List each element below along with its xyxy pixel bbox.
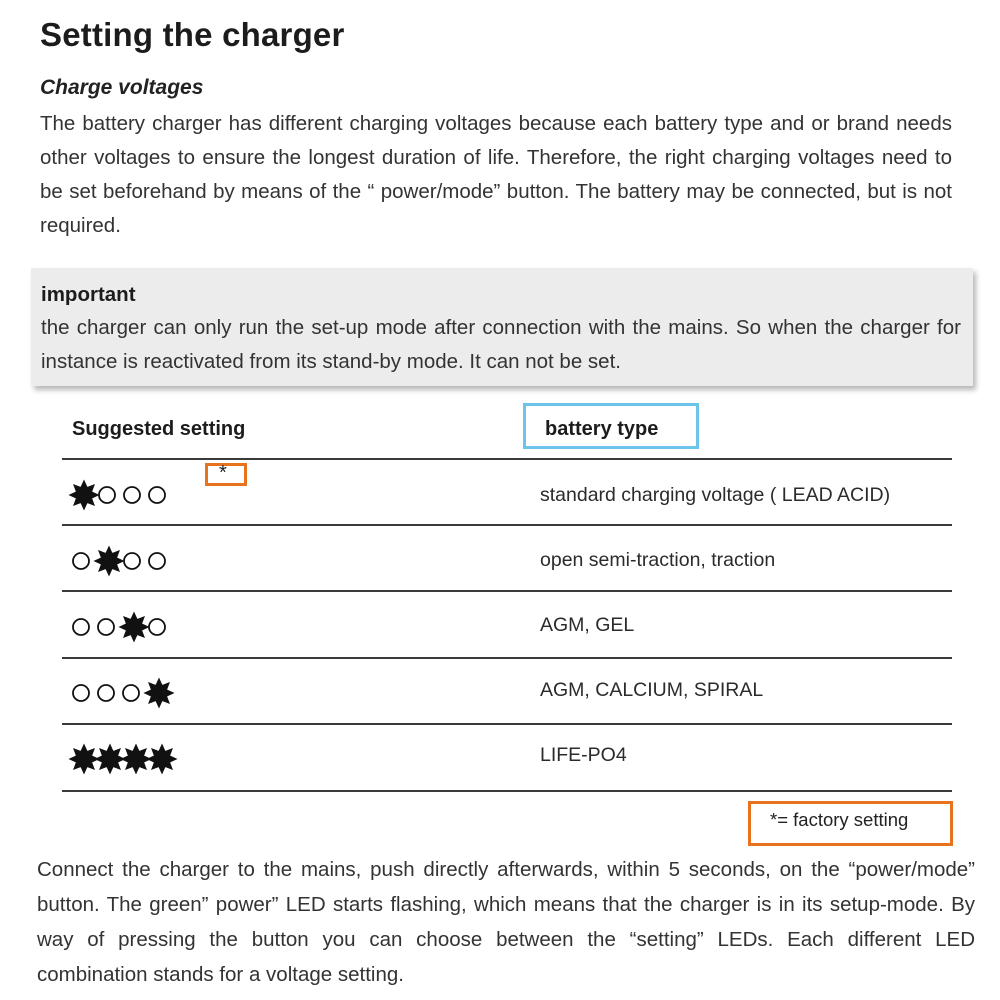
table-rule: [62, 790, 952, 792]
table-rule: [62, 723, 952, 725]
intro-paragraph: The battery charger has different charging voltages because each battery type and or brand needs other voltages to ensure the longest duration of life. Therefore, the right charging voltages need to be set beforehand by means of the “ power/mode” button. The battery may be connected, but is not required.: [40, 112, 952, 237]
led-lit-sun-icon: [142, 676, 176, 716]
led-off-circle-icon: [95, 676, 117, 716]
battery-type-cell: AGM, CALCIUM, SPIRAL: [540, 679, 764, 701]
led-off-circle-icon: [70, 676, 92, 716]
column-header-setting: Suggested setting: [72, 418, 246, 440]
factory-setting-legend: *= factory setting: [770, 809, 909, 830]
battery-type-cell: LIFE-PO4: [540, 744, 627, 766]
battery-type-cell: open semi-traction, traction: [540, 549, 776, 571]
led-off-circle-icon: [70, 610, 92, 650]
table-rule: [62, 458, 952, 460]
led-pattern: [70, 478, 270, 518]
column-header-battery-type: battery type: [545, 418, 659, 440]
battery-type-cell: AGM, GEL: [540, 614, 635, 636]
led-off-circle-icon: [121, 544, 143, 584]
led-lit-sun-icon: [145, 742, 179, 782]
led-off-circle-icon: [146, 478, 168, 518]
important-heading: important: [41, 283, 136, 306]
battery-type-cell: standard charging voltage ( LEAD ACID): [540, 484, 891, 506]
led-off-circle-icon: [95, 610, 117, 650]
led-pattern: [70, 742, 270, 782]
section-subtitle: Charge voltages: [40, 76, 204, 99]
table-rule: [62, 657, 952, 659]
battery-type-highlight: [523, 403, 699, 449]
led-off-circle-icon: [146, 544, 168, 584]
table-rule: [62, 590, 952, 592]
led-pattern: [70, 544, 270, 584]
factory-setting-star: *: [219, 462, 227, 484]
table-rule: [62, 524, 952, 526]
led-off-circle-icon: [120, 676, 142, 716]
important-note-box: [31, 268, 973, 386]
led-pattern: [70, 610, 270, 650]
page-title: Setting the charger: [40, 16, 345, 53]
important-body: the charger can only run the set-up mode after connection with the mains. So when the charger for instance is reactivated from its stand-by mode. It can not be set.: [41, 316, 961, 373]
led-off-circle-icon: [146, 610, 168, 650]
outro-paragraph: Connect the charger to the mains, push directly afterwards, within 5 seconds, on the “power/mode” button. The green” power” LED starts flashing, which means that the charger is in its setup-mode. By way of pressing the button you can choose between the “setting” LEDs. Each different LED combination stands for a voltage setting.: [37, 858, 975, 986]
led-pattern: [70, 676, 270, 716]
led-off-circle-icon: [121, 478, 143, 518]
led-off-circle-icon: [70, 544, 92, 584]
led-off-circle-icon: [96, 478, 118, 518]
